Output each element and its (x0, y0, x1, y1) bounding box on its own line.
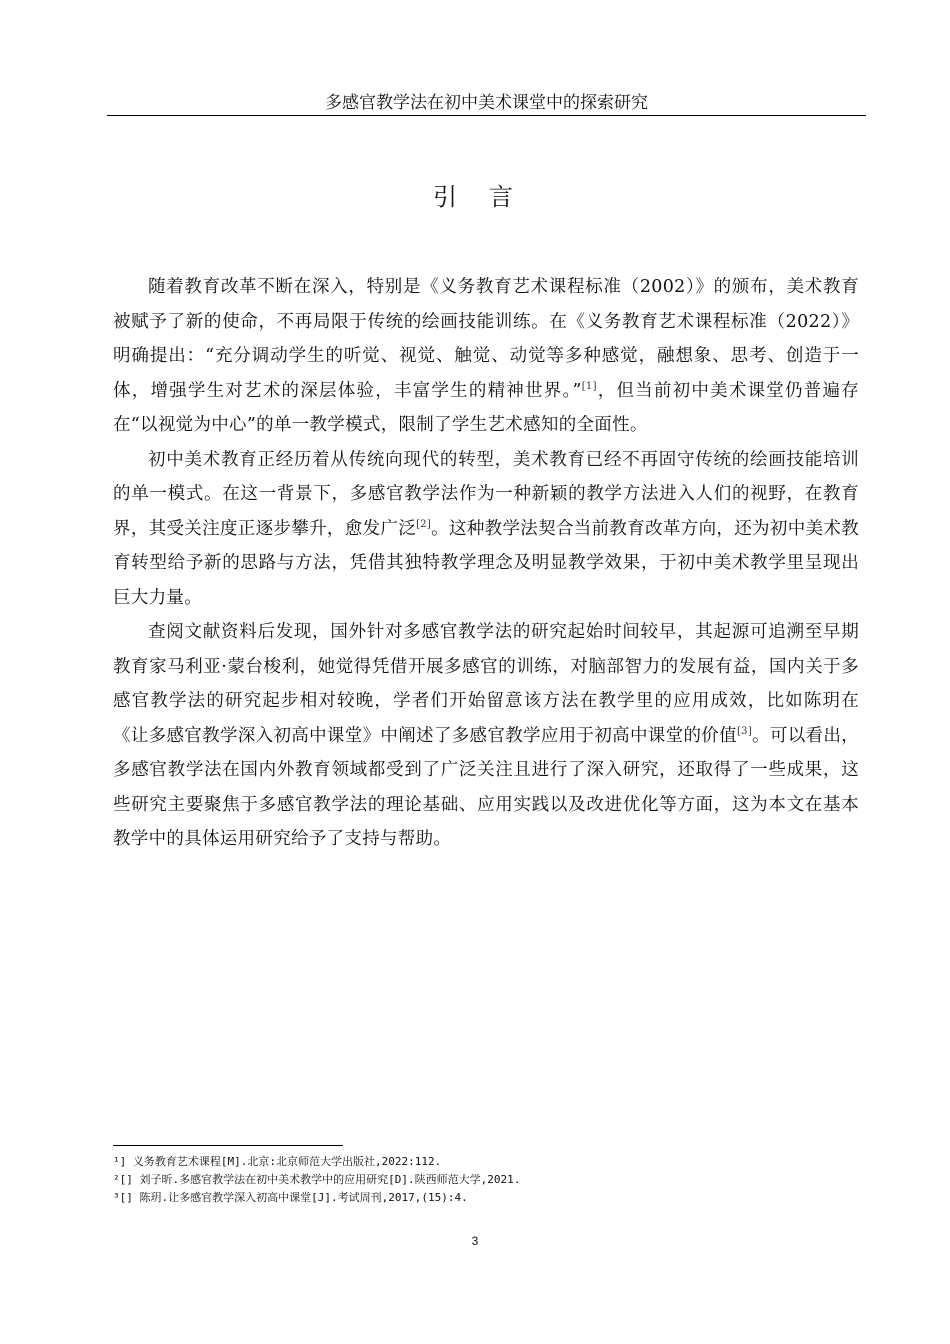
paragraph-1 (113, 270, 859, 443)
section-title: 引 言 (433, 183, 517, 211)
footnote-rule (113, 1145, 343, 1146)
paragraph-text: 查阅文献资料后发现，国外针对多感官教学法的研究起始时间较早，其起源可追溯至早期教育家马利亚·蒙台梭利，她觉得凭借开展多感官的训练，对脑部智力的发展有益，国内关于多感官教学法的研究起步相对较晚，学者们开始留意该方法在教学里的应用成效，比如陈玥在《让多感官教学深入初高中课堂》中阐述了多感官教学应用于初高中课堂的价值 (113, 622, 859, 746)
footnotes (113, 1153, 853, 1207)
footnote-mark: ²[] (113, 1173, 133, 1186)
paragraph-3 (113, 615, 859, 857)
citation-3: [3] (736, 725, 753, 737)
footnote-3 (113, 1189, 853, 1207)
footnote-text: 义务教育艺术课程[M].北京:北京师范大学出版社,2022:112. (126, 1155, 442, 1168)
citation-2: [2] (416, 518, 432, 530)
footnote-text: 陈玥.让多感官教学深入初高中课堂[J].考试周刊,2017,(15):4. (132, 1191, 468, 1204)
running-header: 多感官教学法在初中美术课堂中的探索研究 (325, 93, 648, 113)
paragraph-text: 。这种教学法契合当前教育改革方向，还为初中美术教育转型给予新的思路与方法，凭借其独特教学理念及明显教学效果，于初中美术教学里呈现出巨大力量。 (113, 518, 859, 608)
footnote-mark: ³[] (113, 1191, 133, 1204)
header-rule (107, 115, 866, 116)
footnote-text: 刘子昕.多感官教学法在初中美术教学中的应用研究[D].陕西师范大学,2021. (132, 1173, 521, 1186)
page-number: 3 (471, 1234, 479, 1248)
body-text (113, 270, 859, 857)
paragraph-text: 初中美术教育正经历着从传统向现代的转型，美术教育已经不再固守传统的绘画技能培训的单一模式。在这一背景下，多感官教学法作为一种新颖的教学方法进入人们的视野，在教育界，其受关注度正逐步攀升，愈发广泛 (113, 449, 859, 539)
footnote-2 (113, 1171, 853, 1189)
footnote-mark: ¹] (113, 1155, 127, 1168)
paragraph-text: 。可以看出，多感官教学法在国内外教育领域都受到了广泛关注且进行了深入研究，还取得了一些成果，这些研究主要聚焦于多感官教学法的理论基础、应用实践以及改进优化等方面，这为本文在基本教学中的具体运用研究给予了支持与帮助。 (113, 725, 859, 849)
citation-1: [1] (581, 380, 597, 392)
paragraph-text: ，但当前初中美术课堂仍普遍存在“以视觉为中心”的单一教学模式，限制了学生艺术感知的全面性。 (113, 380, 859, 435)
paragraph-text: 随着教育改革不断在深入，特别是《义务教育艺术课程标准（2002）》的颁布，美术教育被赋予了新的使命，不再局限于传统的绘画技能训练。在《义务教育艺术课程标准（2022）》明确提出：“充分调动学生的听觉、视觉、触觉、动觉等多种感觉，融想象、思考、创造于一体，增强学生对艺术的深层体验，丰富学生的精神世界。” (113, 277, 859, 401)
paragraph-2 (113, 443, 859, 616)
footnote-1 (113, 1153, 853, 1171)
